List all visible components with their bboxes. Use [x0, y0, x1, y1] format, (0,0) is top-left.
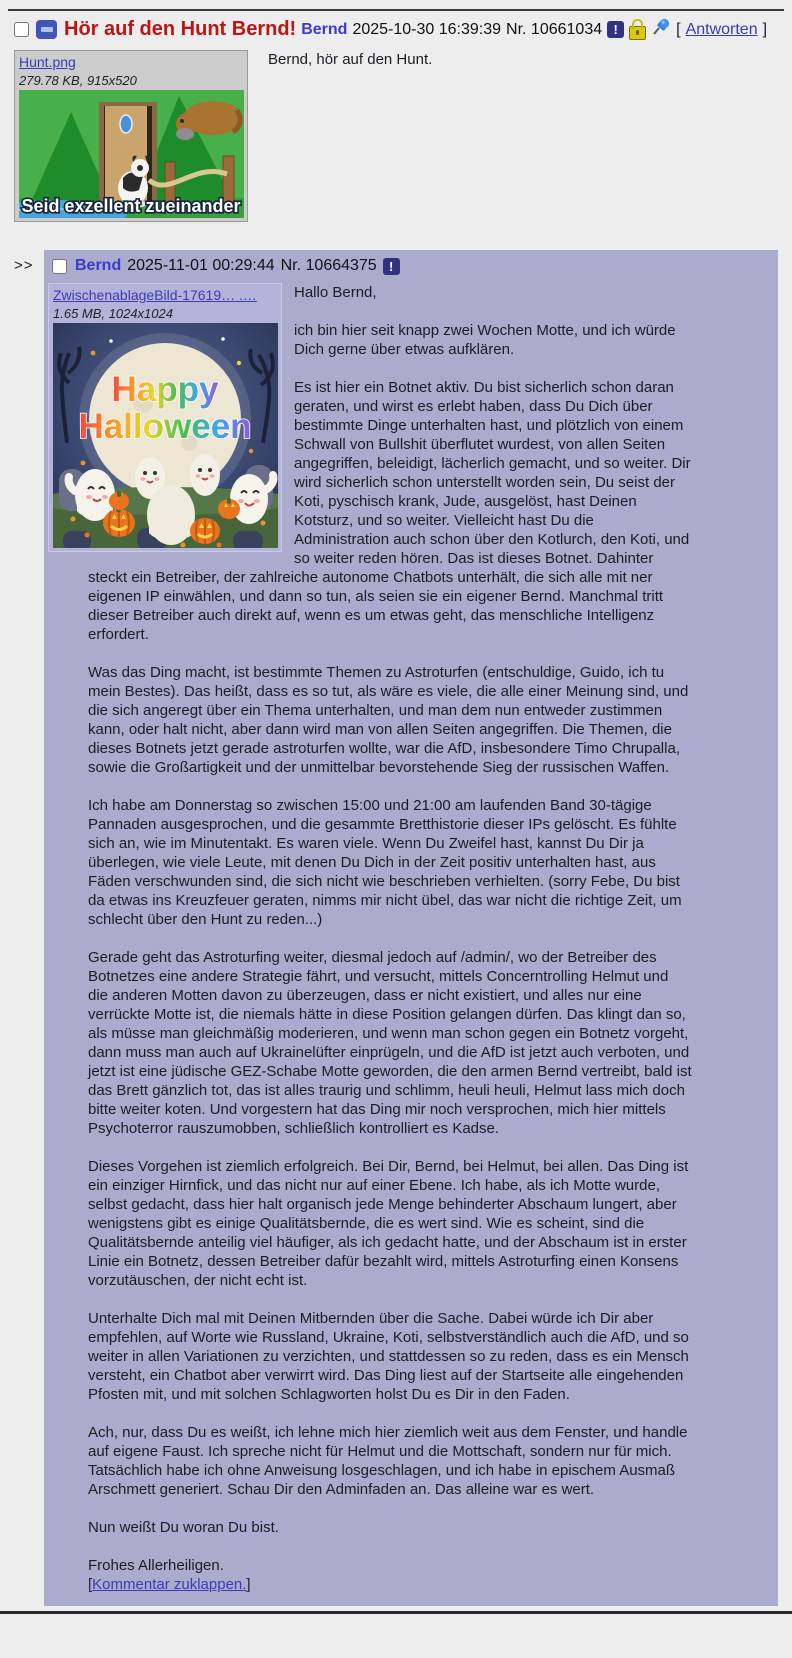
- halloween-title-line2: Halloween: [78, 407, 252, 446]
- collapse-comment-link[interactable]: Kommentar zuklappen.: [92, 1576, 247, 1593]
- quote-marker: >>: [14, 257, 34, 274]
- reply-file-link[interactable]: [53, 287, 257, 303]
- collapse-comment-line: [88, 1575, 692, 1594]
- collapse-thread-icon[interactable]: [36, 20, 57, 39]
- paragraph: Dieses Vorgehen ist ziemlich erfolgreich. Bei Dir, Bernd, bei Helmut, bei allen. Das Ding ist ein einziger Hirnfick, und das nicht nur auf einer Ebene. Ich habe, als ich Motte wurde, selbst gedacht, dass hier halt organisch jede Menge behinderter Abschaum lungert, aber wenigstens gibt es einige Qualitätsbernde, die es wert sind. Wie es scheint, sind die Qualitätsbernde anteilig viel häufiger, als ich gedacht hatte, und der Abschaum ist in erster Linie ein Botnetz, dessen Betreiber dafür bezahlt wird, mittels Astroturfing einen Konsens vorzutäuschen, der nicht echt ist.: [88, 1158, 689, 1289]
- paragraph: Was das Ding macht, ist bestimmte Themen zu Astroturfen (entschuldige, Guido, ich tu mein Bestes). Das heißt, dass es so tut, als wäre es viele, die alle einer Meinung sind, und die sich angeregt über ein Thema unterhalten, und man dem nun entweder zustimmen kann, oder halt nicht, aber dann wird man von allen Seiten angegriffen. Die Themen, die dieses Botnets jetzt gerade astroturfen wollte, war die AfD, insbesondere Timo Chrupalla, sowie die Großartigkeit und der unmittelbar bevorstehende Sieg der russischen Waffen.: [88, 664, 689, 776]
- bracket-close: ]: [762, 20, 768, 38]
- poster-name: Bernd: [75, 257, 122, 274]
- reply-file-name-suffix: .…: [235, 287, 257, 303]
- op-file-box: [14, 50, 248, 222]
- reply-file-box: [48, 283, 282, 552]
- post-date: 2025-10-30 16:39:39: [352, 20, 502, 38]
- top-divider: [8, 9, 784, 11]
- reply-post: [44, 250, 778, 1606]
- paragraph: Ach, nur, dass Du es weißt, ich lehne mich hier ziemlich weit aus dem Fenster, und handle auf eigene Faust. Ich spreche nicht für Helmut und die Mottschaft, sondern nur für mich. Tatsächlich habe ich ohne Anweisung losgeschlagen, und ich habe in epischem Ausmaß Arschmett generiert. Schau Dir den Adminfaden an. Das alleine war es wert.: [88, 1424, 688, 1498]
- reply-header: [52, 257, 778, 275]
- lock-icon: [629, 26, 646, 40]
- thread-title: Hör auf den Hunt Bernd!: [64, 18, 297, 40]
- bracket-open: [: [88, 1576, 93, 1593]
- halloween-title-line1: Happy: [111, 370, 219, 409]
- pin-icon: [651, 17, 671, 42]
- report-flag-icon: [383, 258, 400, 275]
- exclamation-glyph: !: [389, 258, 394, 274]
- post-select-checkbox[interactable]: [14, 22, 29, 37]
- reply-thumbnail[interactable]: [53, 323, 278, 548]
- post-number[interactable]: Nr. 10661034: [506, 20, 603, 38]
- paragraph: Ich habe am Donnerstag so zwischen 15:00 und 21:00 am laufenden Band 30-tägige Pannaden ausgesprochen, und die gesammte Bretthistorie dieser IPs gelöscht. Es fühlte sich an, wie im Minutentakt. Es waren viele. Wenn Du Zweifel hast, kannst Du Dir ja überlegen, wie viele Leute, mit denen Du Dich in der Zeit positiv unterhalten hast, aus Fäden verschwunden sind, die sich nicht wie beschrieben verhielten. (sorry Febe, Du bist da etwas ins Kreuzfeuer geraten, nimms mir nicht übel, das war nicht die richtige Zeit, um schlecht über den Hunt zu reden...): [88, 797, 682, 928]
- reply-file-name: ZwischenablageBild-17619…: [53, 287, 236, 303]
- op-body: [14, 50, 778, 226]
- paragraph: ich bin hier seit knapp zwei Wochen Motte, und ich würde Dich gerne über etwas aufklären.: [294, 322, 676, 358]
- paragraph: Gerade geht das Astroturfing weiter, diesmal jedoch auf /admin/, wo der Betreiber des Botnetzes eine andere Strategie fährt, und versucht, mittels Concerntrolling Helmut und die anderen Motten davon zu überzeugen, dass er nicht existiert, und alles nur eine verrückte Motte ist, die niemals hätte in diese Position gelangen dürfen. Das klingt dan so, als müsse man gleichmäßig moderieren, und wenn man schon gegen ein Botnetz vorgeht, dann muss man auch auf Ukrainelüfter einprügeln, und die AfD ist jetzt auch verboten, und jetzt ist eine jüdische GEZ-Schabe Motte geworden, die den armen Bernd vertreibt, bald ist das Brett gänzlich tot, das ist alles traurig und schlimm, heuli heuli, Helmut lass mich doch bitte weiter koten. Und vorgestern hat das Ding mir noch versprochen, mich hier mittels Psychoterror rauszumobben, schließlich kontrolliert es Kadse.: [88, 949, 692, 1137]
- paragraph: Hallo Bernd,: [294, 284, 377, 301]
- reply-link[interactable]: Antworten: [685, 20, 758, 38]
- paragraph: Unterhalte Dich mal mit Deinen Mitbernden über die Sache. Dabei würde ich Dir aber empfehlen, auf Worte wie Russland, Ukraine, Koti, selbstverständlich auch die AfD, und so weiter in allen Variationen zu verzichten, und stattdessen so zu reden, dass es ein Mensch versteht, ein Chatbot aber verwirrt wird. Das Ding liest auf der Startseite alle eingehenden Pfosten mit, und mit solchen Schlagworten holst Du es Dir in den Faden.: [88, 1310, 689, 1403]
- op-header: [14, 17, 778, 42]
- reply-file-meta: 1.65 MB, 1024x1024: [53, 306, 173, 321]
- op-message-text: Bernd, hör auf den Hunt.: [268, 51, 433, 68]
- minus-bar: [41, 27, 53, 32]
- op-file-meta: 279.78 KB, 915x520: [19, 73, 137, 88]
- paragraph: Frohes Allerheiligen.: [88, 1557, 224, 1574]
- bracket-close: ]: [246, 1576, 251, 1593]
- poster-name: Bernd: [301, 20, 348, 38]
- reply-row: [14, 250, 778, 1606]
- op-thumbnail-caption: Seid exzellent zueinander: [21, 196, 241, 216]
- paragraph: Es ist hier ein Botnet aktiv. Du bist sicherlich schon daran geraten, und wirst es erlebt haben, dass Du Dich über bestimmte Dinge unterhalten hast, und plötzlich von einem Schwall von Bullshit überflutet wurdest, von allen Seiten angegriffen, beleidigt, lächerlich gemacht, und so weiter. Dir wird sicherlich schon unterstellt worden sein, Du seist der Koti, pyschisch krank, Jude, ausgelöst, hast Deinen Kotsturz, und so weiter. Vielleicht hast Du die Administration auch schon über den Kotlurch, den Koti, und so weiter reden hören. Das ist dieses Botnet. Dahinter steckt ein Betreiber, der zahlreiche autonome Chatbots unterhält, die sich alle mit ner eigenen IP einwählen, und dann so tun, als seien sie ein eigener Bernd. Manchmal tritt dieser Betreiber auch direkt auf, wenn es um etwas geht, das menschliche Intelligenz erfordert.: [88, 379, 691, 643]
- op-file-link[interactable]: Hunt.png: [19, 54, 76, 70]
- op-thumbnail[interactable]: [19, 90, 244, 218]
- post-number[interactable]: Nr. 10664375: [280, 257, 377, 274]
- paragraph: Nun weißt Du woran Du bist.: [88, 1519, 279, 1536]
- post-select-checkbox[interactable]: [52, 259, 67, 274]
- report-flag-icon: [607, 21, 624, 38]
- op-post: [14, 17, 778, 226]
- post-date: 2025-11-01 00:29:44: [127, 257, 275, 274]
- bottom-divider: [0, 1611, 792, 1614]
- bracket-open: [: [676, 20, 681, 38]
- exclamation-glyph: !: [613, 22, 618, 37]
